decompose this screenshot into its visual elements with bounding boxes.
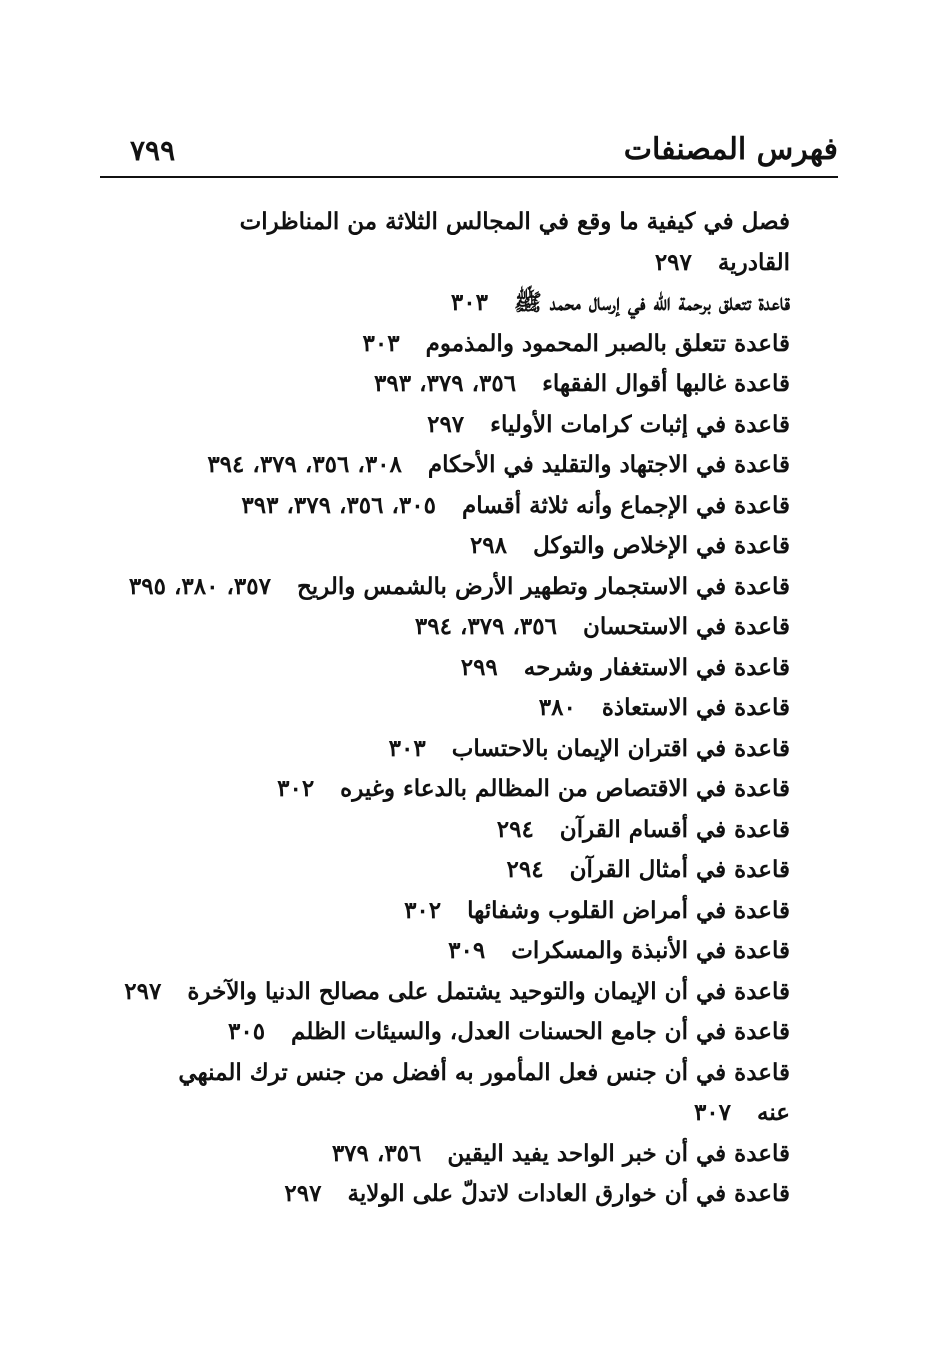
index-entry <box>100 283 790 324</box>
header-divider <box>100 176 838 178</box>
index-entry <box>100 1053 790 1134</box>
entry-pages: ٣٠٥ <box>227 1018 266 1045</box>
entry-title: قاعدة غالبها أقوال الفقهاء <box>542 370 790 397</box>
entry-pages: ٢٩٧ <box>124 977 162 1005</box>
index-entry <box>100 648 790 689</box>
index-entry <box>100 526 790 567</box>
entry-pages: ٣٥٦، ٣٧٩ <box>331 1139 422 1167</box>
entry-pages: ٣٥٦، ٣٧٩، ٣٩٣ <box>374 370 517 397</box>
entry-pages: ٣٥٧، ٣٨٠، ٣٩٥ <box>128 572 271 600</box>
entry-title: قاعدة في الاستجمار وتطهير الأرض بالشمس والريح <box>296 572 790 600</box>
page-number: ٧٩٩ <box>130 134 176 167</box>
entry-title: قاعدة في الاستغفار وشرحه <box>523 653 790 681</box>
page-title: فهرس المصنفات <box>623 132 838 167</box>
entry-title: قاعدة في أمراض القلوب وشفائها <box>467 896 790 924</box>
index-entry <box>100 931 790 972</box>
entry-title: قاعدة في أن الإيمان والتوحيد يشتمل على مصالح الدنيا والآخرة <box>187 977 790 1005</box>
index-list <box>100 202 790 1215</box>
entry-pages: ٣٨٠ <box>538 694 576 721</box>
entry-pages: ٣٠٣ <box>388 734 426 762</box>
index-entry <box>100 364 790 405</box>
entry-pages: ٣٥٦، ٣٧٩، ٣٩٤ <box>414 613 557 640</box>
page-header <box>100 128 838 174</box>
entry-pages: ٣٠٧ <box>693 1099 731 1126</box>
entry-pages: ٣٠٢ <box>404 896 442 924</box>
index-entry <box>100 445 790 486</box>
index-entry <box>100 405 790 446</box>
index-entry <box>100 810 790 851</box>
index-entry <box>100 972 790 1013</box>
entry-title: قاعدة في أن خوارق العادات لاتدلّ على الولاية <box>347 1180 790 1207</box>
index-entry <box>100 1012 790 1053</box>
entry-pages: ٢٩٨ <box>469 532 507 559</box>
entry-title: قاعدة تتعلق برحمة الله في إرسال محمد ﷺ <box>513 289 790 316</box>
entry-title: قاعدة في أن خبر الواحد يفيد اليقين <box>447 1139 790 1167</box>
index-entry <box>100 486 790 527</box>
index-entry <box>100 324 790 365</box>
index-entry <box>100 567 790 608</box>
entry-pages: ٢٩٤ <box>506 856 544 883</box>
index-entry <box>100 202 790 283</box>
entry-pages: ٣٠٨، ٣٥٦، ٣٧٩، ٣٩٤ <box>207 451 402 478</box>
entry-pages: ٢٩٤ <box>496 815 534 843</box>
entry-pages: ٣٠٢ <box>277 775 315 802</box>
entry-pages: ٢٩٩ <box>460 653 498 681</box>
index-entry <box>100 769 790 810</box>
entry-title: قاعدة تتعلق بالصبر المحمود والمذموم <box>425 329 790 357</box>
index-entry <box>100 688 790 729</box>
entry-title: قاعدة في أمثال القرآن <box>569 856 790 883</box>
index-entry <box>100 729 790 770</box>
entry-title: قاعدة في الاجتهاد والتقليد في الأحكام <box>427 451 790 478</box>
entry-title: فصل في كيفية ما وقع في المجالس الثلاثة من المناظرات القادرية <box>239 208 790 276</box>
entry-title: قاعدة في أن جامع الحسنات العدل، والسيئات الظلم <box>291 1018 790 1045</box>
entry-title: قاعدة في الاستعاذة <box>601 694 790 721</box>
index-entry <box>100 850 790 891</box>
index-entry <box>100 607 790 648</box>
entry-title: قاعدة في إثبات كرامات الأولياء <box>490 410 790 438</box>
entry-pages: ٣٠٣ <box>362 329 400 357</box>
entry-title: قاعدة في الإخلاص والتوكل <box>533 532 790 559</box>
entry-pages: ٢٩٧ <box>427 410 465 438</box>
entry-title: قاعدة في الاستحسان <box>582 613 790 640</box>
entry-pages: ٣٠٥، ٣٥٦، ٣٧٩، ٣٩٣ <box>241 491 436 519</box>
entry-title: قاعدة في أن جنس فعل المأمور به أفضل من جنس ترك المنهي عنه <box>178 1058 790 1126</box>
entry-pages: ٢٩٧ <box>654 248 692 276</box>
index-entry <box>100 891 790 932</box>
entry-title: قاعدة في الأنبذة والمسكرات <box>511 937 790 964</box>
entry-title: قاعدة في اقتران الإيمان بالاحتساب <box>451 734 790 762</box>
entry-pages: ٢٩٧ <box>284 1180 322 1207</box>
entry-pages: ٣٠٣ <box>450 289 488 316</box>
entry-title: قاعدة في الإجماع وأنه ثلاثة أقسام <box>461 491 790 519</box>
entry-title: قاعدة في أقسام القرآن <box>559 815 790 843</box>
index-entry <box>100 1134 790 1175</box>
entry-pages: ٣٠٩ <box>448 937 486 964</box>
entry-title: قاعدة في الاقتصاص من المظالم بالدعاء وغيره <box>340 775 790 802</box>
index-entry <box>100 1174 790 1215</box>
